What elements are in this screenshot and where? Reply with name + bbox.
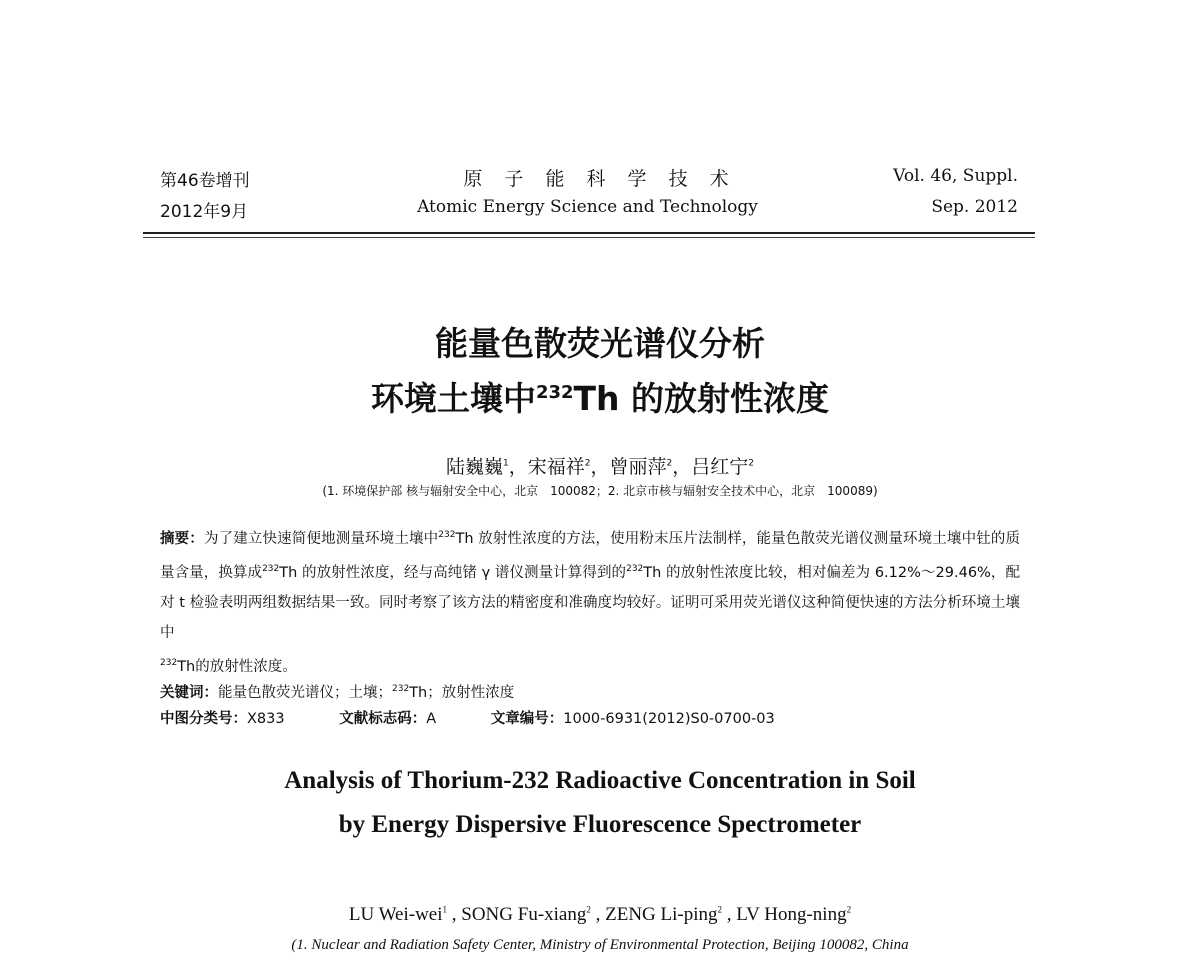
authors-en: LU Wei-wei$^1$ , SONG Fu-xiang$^2$ , ZENG Li-ping$^2$ , LV Hong-ning$^2$ bbox=[348, 904, 852, 925]
volume-en: Vol. 46, Suppl. bbox=[893, 166, 1018, 186]
sup: 232 bbox=[626, 563, 644, 574]
sup: 232 bbox=[160, 657, 178, 668]
header-rule bbox=[143, 232, 1035, 234]
clc-value: X833 bbox=[247, 711, 285, 727]
keywords-label: 关键词： bbox=[160, 684, 218, 701]
abstract-label: 摘要： bbox=[160, 530, 204, 547]
author-sup: 2 bbox=[666, 458, 673, 469]
author-sup: 2 bbox=[586, 904, 591, 915]
journal-title-en: Atomic Energy Science and Technology bbox=[417, 197, 758, 217]
author: SONG Fu-xiang bbox=[461, 904, 587, 925]
classification bbox=[160, 704, 1020, 734]
sup: 232 bbox=[392, 684, 410, 694]
date-cn: 2012年9月 bbox=[160, 202, 249, 222]
title-part: 环境土壤中 bbox=[370, 379, 536, 418]
journal-title-cn: 原 子 能 科 学 技 术 bbox=[463, 168, 737, 190]
article-value: 1000-6931(2012)S0-0700-03 bbox=[563, 711, 775, 727]
title-sup: 232 bbox=[535, 382, 574, 403]
abstract-text: Th 的放射性浓度比较，相对偏差为 6.12%～29.46%，配对 t 检验表明两组数据结果一致。同时考察了该方法的精密度和准确度均较好。证明可采用荧光谱仪这种简便快速的方法分析环境土壤中 bbox=[160, 564, 1020, 641]
author-sup: 1 bbox=[502, 458, 509, 469]
authors-cn: 陆巍巍$^1$，宋福祥$^2$，曾丽萍$^2$，吕红宁$^2$ bbox=[445, 456, 755, 478]
affiliation-cn: (1. 环境保护部 核与辐射安全中心，北京 100082；2. 北京市核与辐射安全技术中心，北京 100089) bbox=[322, 484, 878, 498]
author: LU Wei-wei bbox=[348, 904, 443, 925]
title-cn-line2 bbox=[0, 373, 1200, 420]
author: 吕红宁 bbox=[691, 456, 749, 478]
affiliation-en: (1. Nuclear and Radiation Safety Center, Ministry of Environmental Protection, Beijing 100082, China bbox=[291, 937, 909, 953]
author-sup: 2 bbox=[748, 458, 755, 469]
date-en: Sep. 2012 bbox=[931, 197, 1018, 217]
author: LV Hong-ning bbox=[736, 904, 847, 925]
abstract-text: Th的放射性浓度。 bbox=[177, 658, 297, 675]
abstract bbox=[160, 520, 1020, 681]
title-part: Th 的放射性浓度 bbox=[573, 379, 830, 418]
author-sup: 2 bbox=[846, 904, 852, 915]
author-sup: 1 bbox=[442, 904, 448, 915]
author-sup: 2 bbox=[717, 904, 723, 915]
title-cn-line1: 能量色散荧光谱仪分析 bbox=[435, 324, 765, 363]
header-rule-thin bbox=[143, 237, 1035, 238]
volume-cn: 第46卷增刊 bbox=[160, 171, 250, 191]
abstract-text: Th 的放射性浓度，经与高纯锗 γ 谱仪测量计算得到的 bbox=[279, 564, 627, 581]
clc-label: 中图分类号： bbox=[160, 711, 247, 727]
sup: 232 bbox=[438, 530, 456, 540]
keywords bbox=[160, 674, 1020, 708]
author: 陆巍巍 bbox=[445, 456, 503, 478]
abstract-text: Th 放射性浓度的方法，使用粉末压片法制样，能量色散荧光谱仪测量环境土壤中钍的质量含量，换算成 bbox=[160, 530, 1021, 581]
doc-label: 文献标志码： bbox=[339, 711, 427, 727]
doc-value: A bbox=[426, 711, 437, 727]
author-sup: 2 bbox=[584, 458, 591, 469]
abstract-text: 为了建立快速简便地测量环境土壤中 bbox=[203, 530, 439, 547]
author: 曾丽萍 bbox=[609, 456, 667, 478]
keywords-text: Th；放射性浓度 bbox=[409, 684, 515, 701]
sup: 232 bbox=[262, 563, 280, 574]
author: 宋福祥 bbox=[527, 456, 585, 478]
article-label: 文章编号： bbox=[490, 711, 564, 727]
author: ZENG Li-ping bbox=[605, 904, 718, 925]
title-en-line1: Analysis of Thorium-232 Radioactive Concentration in Soil bbox=[284, 767, 916, 794]
keywords-text: 能量色散荧光谱仪；土壤； bbox=[218, 684, 392, 701]
title-en-line2: by Energy Dispersive Fluorescence Spectrometer bbox=[338, 811, 862, 838]
